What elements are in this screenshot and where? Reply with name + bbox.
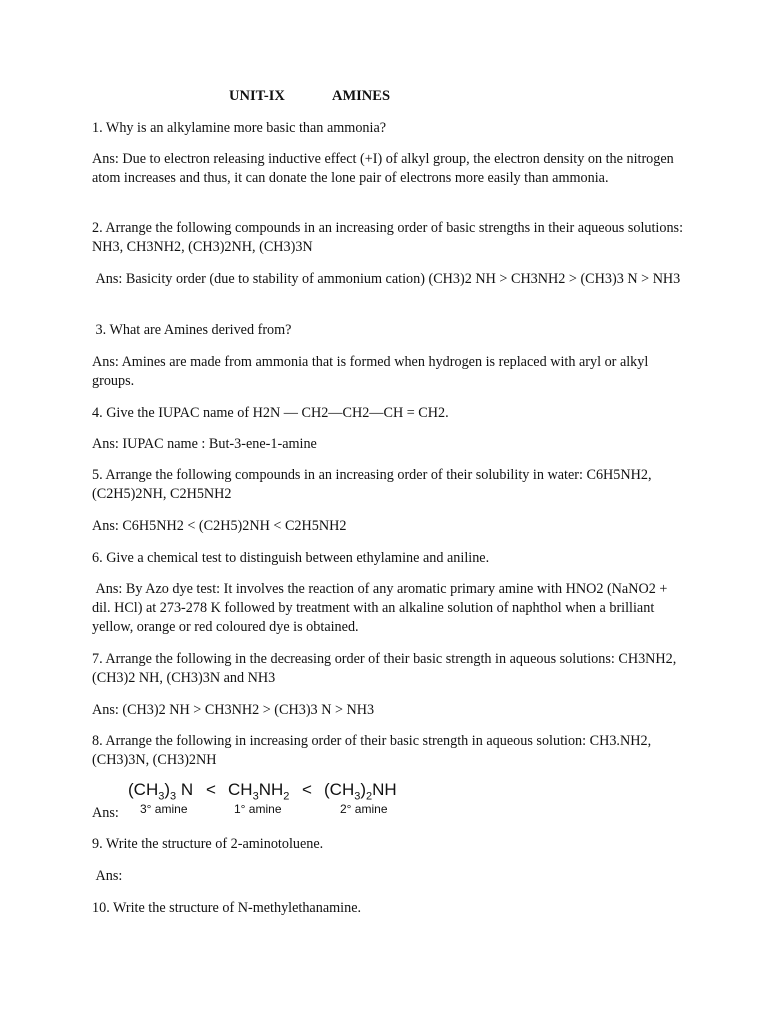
title-heading: AMINES bbox=[332, 88, 391, 104]
answer-7: Ans: (CH3)2 NH > CH3NH2 > (CH3)3 N > NH3 bbox=[92, 702, 375, 718]
question-8: 8. Arrange the following in increasing order of their basic strength in aqueous solution: CH3.NH2, (CH3)3N, (CH3)2NH bbox=[92, 733, 652, 768]
question-5: 5. Arrange the following compounds in an increasing order of their solubility in water: C6H5NH2, (C2H5)2NH, C2H5NH2 bbox=[92, 467, 652, 502]
question-9: 9. Write the structure of 2-aminotoluene. bbox=[92, 836, 324, 852]
compound-tertiary-amine: $(CH_3)_3$ N bbox=[128, 780, 194, 803]
compound-secondary-amine: $(CH_3)_2NH$ bbox=[324, 780, 397, 803]
question-6: 6. Give a chemical test to distinguish between ethylamine and aniline. bbox=[92, 550, 490, 566]
label-secondary: 2° amine bbox=[340, 802, 388, 816]
answer-3: Ans: Amines are made from ammonia that is formed when hydrogen is replaced with aryl or alkyl groups. bbox=[92, 354, 649, 389]
question-3: 3. What are Amines derived from? bbox=[92, 322, 292, 338]
answer-4: Ans: IUPAC name : But-3-ene-1-amine bbox=[92, 436, 317, 452]
answer-6: Ans: By Azo dye test: It involves the reaction of any aromatic primary amine with HNO2 (NaNO2 + dil. HCl) at 273-278 K followed by treatment with an alkaline solution of naphthol when a brilliant yellow, orange or red coloured dye is obtained. bbox=[92, 581, 671, 635]
basicity-order-image bbox=[128, 780, 428, 822]
answer-1: Ans: Due to electron releasing inductive effect (+I) of alkyl group, the electron density on the nitrogen atom increases and thus, it can donate the lone pair of electrons more easily than ammonia. bbox=[92, 151, 674, 186]
less-than-sign: < bbox=[302, 780, 312, 799]
less-than-sign: < bbox=[206, 780, 216, 799]
label-tertiary: 3° amine bbox=[140, 802, 188, 816]
question-4: 4. Give the IUPAC name of H2N — CH2—CH2—CH = CH2. bbox=[92, 405, 449, 421]
compound-primary-amine: $CH_3NH_2$ bbox=[228, 780, 290, 803]
unit-heading: UNIT-IX bbox=[229, 88, 285, 104]
answer-8-label: Ans: bbox=[92, 805, 119, 821]
question-10: 10. Write the structure of N-methylethanamine. bbox=[92, 900, 362, 916]
answer-5: Ans: C6H5NH2 < (C2H5)2NH < C2H5NH2 bbox=[92, 518, 347, 534]
answer-9-label: Ans: bbox=[92, 868, 123, 884]
question-7: 7. Arrange the following in the decreasing order of their basic strength in aqueous solutions: CH3NH2, (CH3)2 NH, (CH3)3N and NH3 bbox=[92, 651, 677, 686]
label-primary: 1° amine bbox=[234, 802, 282, 816]
question-2: 2. Arrange the following compounds in an increasing order of basic strengths in their aqueous solutions: NH3, CH3NH2, (CH3)2NH, (CH3)3N bbox=[92, 220, 684, 255]
answer-2: Ans: Basicity order (due to stability of ammonium cation) (CH3)2 NH > CH3NH2 > (CH3)3 N > NH3 bbox=[92, 271, 681, 287]
question-1: 1. Why is an alkylamine more basic than ammonia? bbox=[92, 120, 387, 136]
